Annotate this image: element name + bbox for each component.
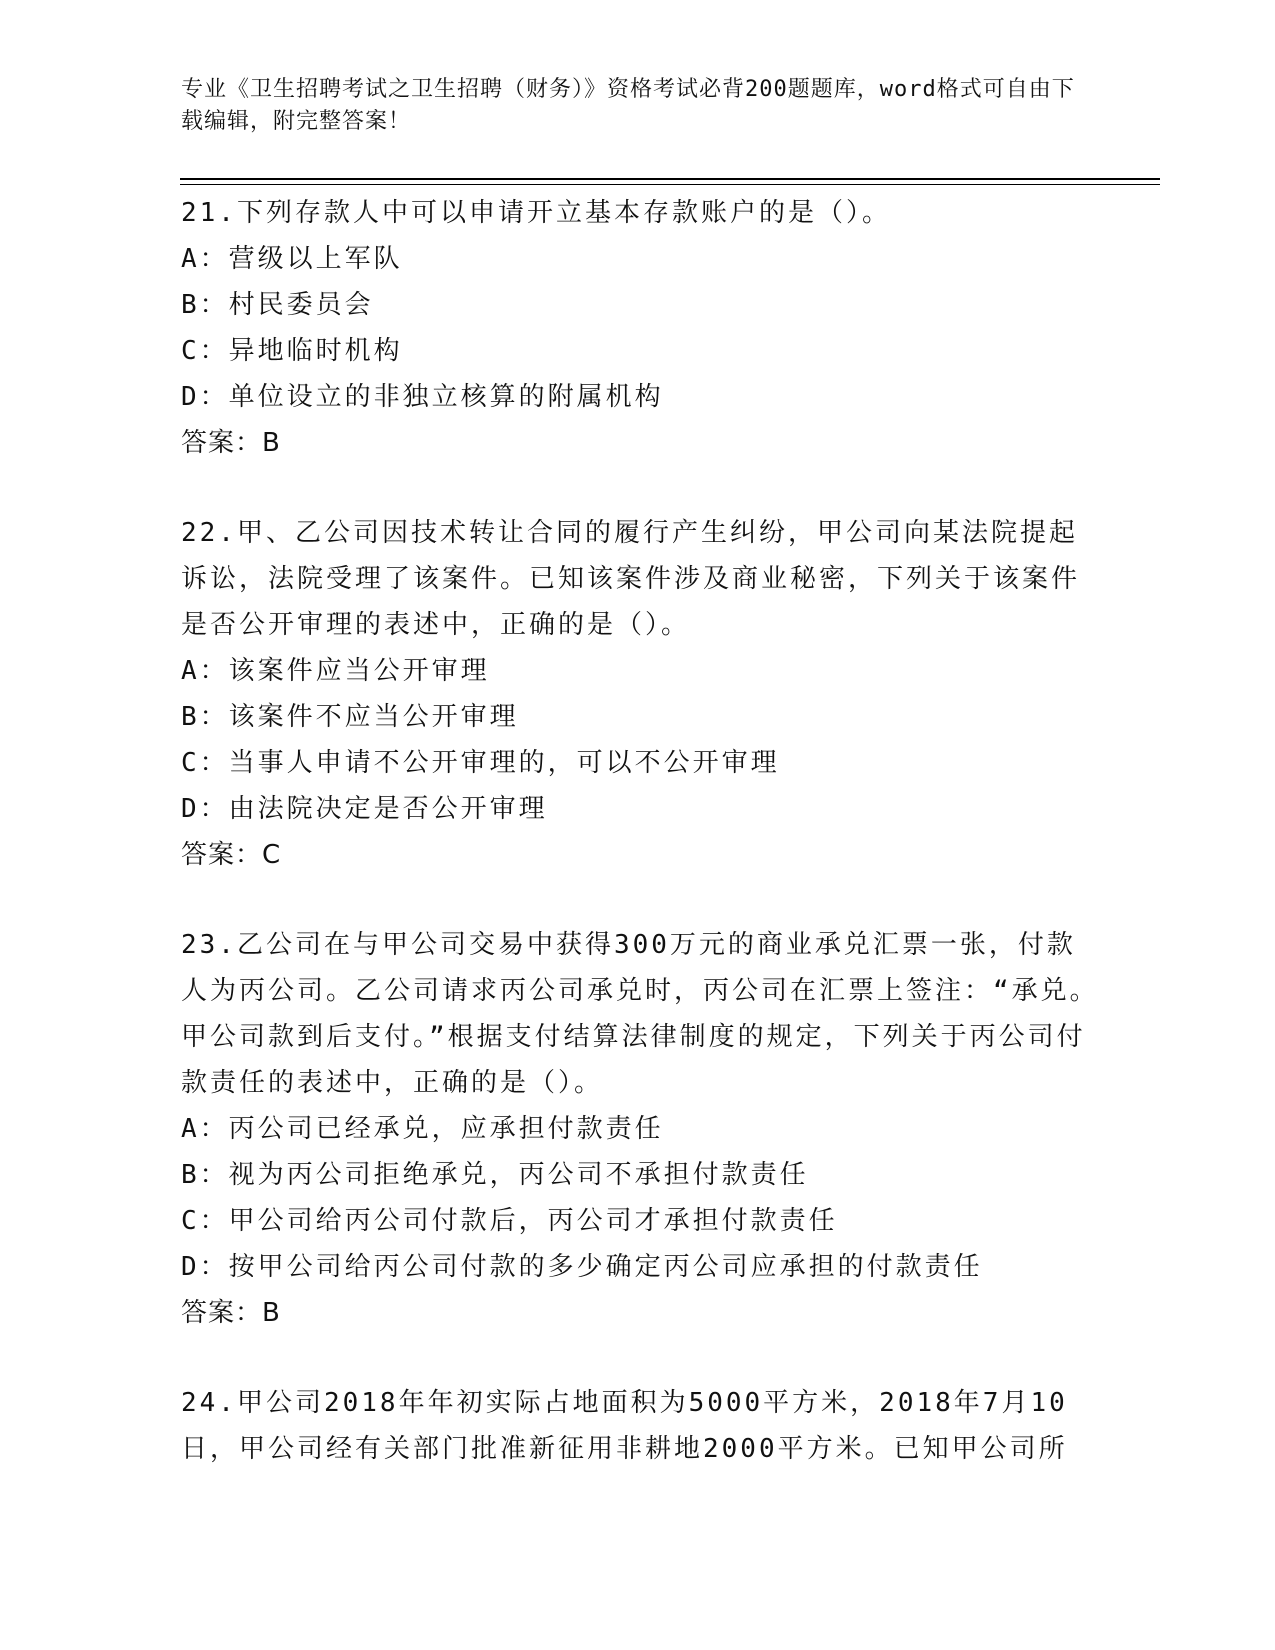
question-stem: 23.乙公司在与甲公司交易中获得300万元的商业承兑汇票一张，付款人为丙公司。乙公司请求丙公司承兑时，丙公司在汇票上签注：“承兑。甲公司款到后支付。”根据支付结算法律制度的规定，下列关于丙公司付款责任的表述中，正确的是（）。 bbox=[181, 930, 1099, 1098]
option-c: C：当事人申请不公开审理的，可以不公开审理 bbox=[181, 748, 780, 778]
document-header: 专业《卫生招聘考试之卫生招聘（财务）》资格考试必背200题题库，word格式可自由下载编辑，附完整答案！ bbox=[181, 77, 1075, 134]
question-stem: 22.甲、乙公司因技术转让合同的履行产生纠纷，甲公司向某法院提起诉讼，法院受理了该案件。已知该案件涉及商业秘密，下列关于该案件是否公开审理的表述中，正确的是（）。 bbox=[181, 518, 1081, 640]
option-d: D：单位设立的非独立核算的附属机构 bbox=[181, 382, 664, 412]
question-22 bbox=[181, 510, 1101, 878]
option-b: B：视为丙公司拒绝承兑，丙公司不承担付款责任 bbox=[181, 1160, 809, 1190]
question-stem: 24.甲公司2018年年初实际占地面积为5000平方米，2018年7月10日，甲公司经有关部门批准新征用非耕地2000平方米。已知甲公司所 bbox=[181, 1388, 1068, 1464]
question-24 bbox=[181, 1380, 1101, 1472]
option-b: B：该案件不应当公开审理 bbox=[181, 702, 519, 732]
question-21 bbox=[181, 190, 1101, 466]
option-a: A：该案件应当公开审理 bbox=[181, 656, 490, 686]
question-list bbox=[181, 190, 1101, 1472]
option-a: A：丙公司已经承兑，应承担付款责任 bbox=[181, 1114, 664, 1144]
question-23 bbox=[181, 922, 1101, 1336]
option-d: D：按甲公司给丙公司付款的多少确定丙公司应承担的付款责任 bbox=[181, 1252, 983, 1282]
option-d: D：由法院决定是否公开审理 bbox=[181, 794, 548, 824]
answer-line: 答案：B bbox=[181, 428, 281, 458]
question-stem: 21.下列存款人中可以申请开立基本存款账户的是（）。 bbox=[181, 198, 891, 228]
option-a: A：营级以上军队 bbox=[181, 244, 403, 274]
answer-line: 答案：C bbox=[181, 840, 282, 870]
option-c: C：甲公司给丙公司付款后，丙公司才承担付款责任 bbox=[181, 1206, 838, 1236]
header-divider-thick bbox=[180, 178, 1160, 180]
option-b: B：村民委员会 bbox=[181, 290, 374, 320]
header-divider-thin bbox=[180, 184, 1160, 185]
option-c: C：异地临时机构 bbox=[181, 336, 403, 366]
answer-line: 答案：B bbox=[181, 1298, 281, 1328]
